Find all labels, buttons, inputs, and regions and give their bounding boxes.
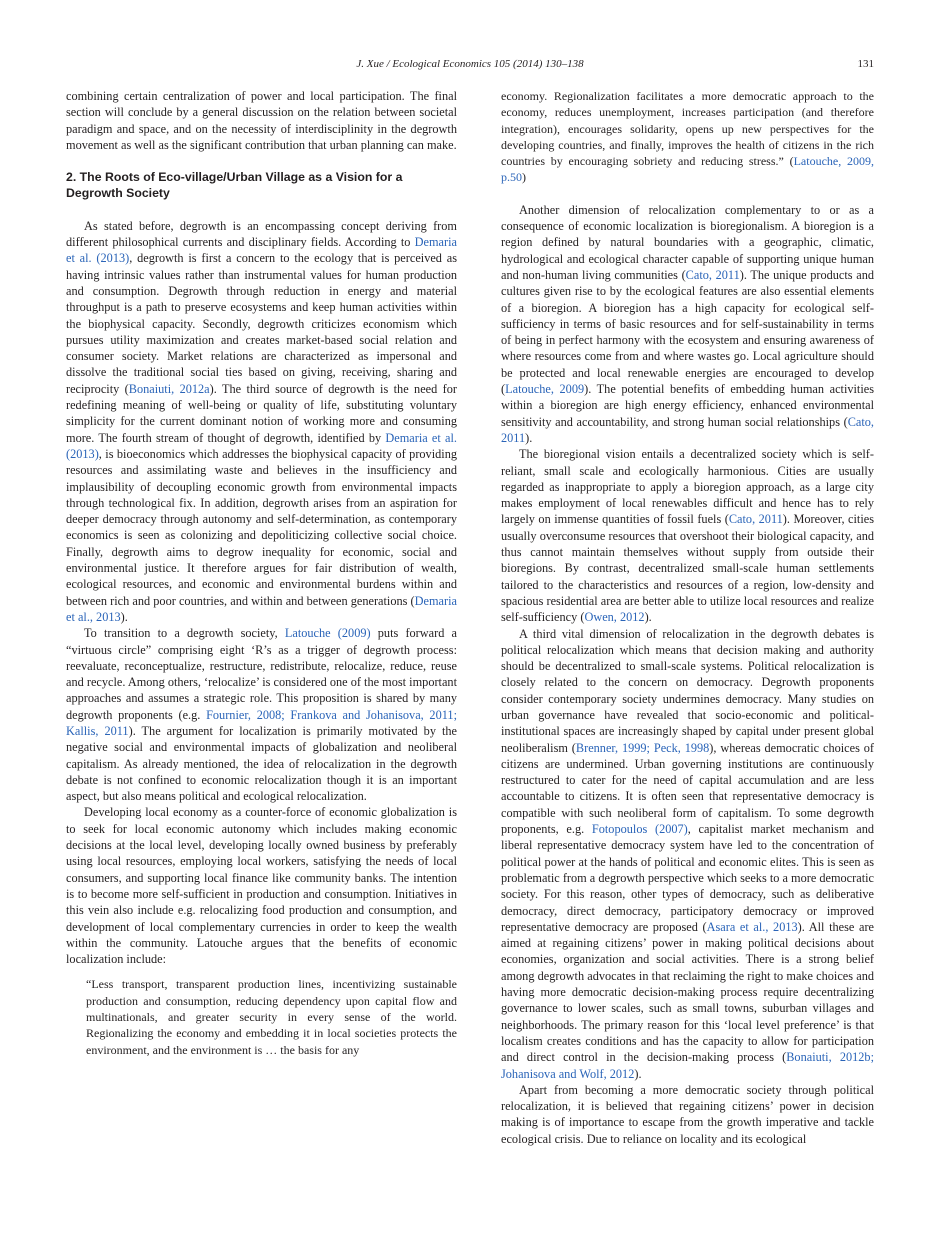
paragraph-political-relocalization: A third vital dimension of relocalization in the degrowth debates is political relocalization which means that decision making and authority should be decentralized to small-scale systems. Political relocalization is closely related to the concern on democracy. Degrowth proponents consider contemporary society undermines democracy. Many studies on urban governance have revealed that socio-economic and political-institutional spaces are increasingly shaped by capital under present global neoliberalism (Brenner, 1999; Peck, 1998), whereas democratic choices of citizens are undermined. Urban governing institutions are continuously restructured to cater for the need of capital accumulation and are less accountable to citizens. It is often seen that representative democracy is compatible with such neoliberal form of capitalism. To some degrowth proponents, e.g. Fotopoulos (2007), capitalist market mechanism and liberal representative democracy system have led to the concentration of political power at the hands of political and economic elites. This is seen as problematic from a degrowth perspective which seeks to a more democratic society. For this reason, other types of democracy, such as deliberative democracy, direct democracy, participatory democracy or improved representative democracy are proposed (Asara et al., 2013). All these are aimed at regaining citizens’ power in making political decisions about economies, organization and social activities. There is a strong belief among degrowth advocates in that reclaiming the right to make choices and having more democratic decision-making process require decentralizing governance to lower scales, such as small towns, suburban villages and neighborhoods. The primary reason for this ‘local level preference’ is that localism creates conditions and has the capacity to allow for participation and direct control in the decision-making process (Bonaiuti, 2012b; Johanisova and Wolf, 2012). [501,626,874,1081]
citation-link[interactable]: Brenner, 1999; Peck, 1998 [575,740,710,755]
citation-link[interactable]: Cato, 2011 [728,512,783,527]
citation-link[interactable]: Cato, 2011 [685,267,740,282]
paragraph-bioregionalism: Another dimension of relocalization complementary to or as a consequence of economic localization is bioregionalism. A bioregion is a region defined by natural boundaries with a geographic, climatic, hydrological and ecological character capable of supporting unique human and non-human living communities (Cato, 2011). The unique products and cultures given rise to by the ecological features are also essential elements of a bioregion. A bioregion has a high capacity for ecological self-sufficiency in terms of basic resources and for self-sustainability in terms of being in perfect harmony with the ecosystem and ensuring awareness of where resources come from and where wastes go. Local agriculture should be protected and local renewable energies are encouraged to develop (Latouche, 2009). The potential benefits of embedding human activities within a bioregion are high energy efficiency, enhanced environmental sensitivity and accountability, and strong human social relationships (Cato, 2011). [501,202,874,445]
block-quote-continued: economy. Regionalization facilitates a more democratic approach to the economy, reduces unemployment, increases participation (and therefore integration), encourages solidarity, opens up new perspectives for the developing countries, and finally, improves the health of citizens in the rich countries by encouraging sobriety and reducing stress.” (Latouche, 2009, p.50) [501,89,874,185]
journal-citation: J. Xue / Ecological Economics 105 (2014) 130–138 [356,58,584,70]
paragraph-bioregional-vision: The bioregional vision entails a decentralized society which is self-reliant, small scale and ecologically harmonious. Cities are usually regarded as inappropriate to apply a bioregion approach, as a large city makes employment of local renewables difficult and hence has to rely largely on immense quantities of fossil fuels (Cato, 2011). Moreover, cities usually overconsume resources that overshoot their biological capacity, and thus cannot maintain themselves without supply from outside their bioregions. By contrast, decentralized small-scale human settlements tailored to the characteristics and resources of a region, low-density and spacious residential area are better able to utilize local resources and realize self-sufficiency (Owen, 2012). [501,447,874,625]
paragraph-roots-of-degrowth: As stated before, degrowth is an encompassing concept deriving from different philosophical currents and disciplinary fields. According to Demaria et al. (2013), degrowth is first a concern to the ecology that is perceived as having intrinsic values rather than instrumental values for human production and consumption. Degrowth through reduction in energy and material throughput is a path to preserve ecosystems and keep human activities within the biophysical capacity. Secondly, degrowth criticizes economism which pursues utility maximization and creates market-based social relation and consumer society. Market relations are characterized as impersonal and dissolve the traditional social ties based on giving, receiving, sharing and reciprocity (Bonaiuti, 2012a). The third source of degrowth is the need for redefining meaning of well-being or quality of life, substituting voluntary simplicity for the current dominant notion of working more and consuming more. The fourth stream of thought of degrowth, identified by Demaria et al. (2013), is bioeconomics which addresses the biophysical capacity of providing resources and assimilating waste and believes in the insufficiency and implausibility of decoupling economic growth from environmental impacts through technological fix. In addition, degrowth arises from an aspiration for deeper democracy through autonomy and self-determination, as contemporary economics is seen as colonizing and depoliticizing collective social choice. Finally, degrowth aims to degrow inequality for economic, social and environmental justice. It therefore argues for fair distribution of wealth, ecological resources, and economic and environmental burdens within and between rich and poor countries, and within and between generations (Demaria et al., 2013). [66,218,457,624]
citation-link[interactable]: Demaria et al. (2013) [66,235,457,266]
right-column [501,88,874,1147]
left-column [66,88,457,1058]
paragraph-virtuous-circle: To transition to a degrowth society, Latouche (2009) puts forward a “virtuous circle” comprising eight ‘R’s as a trigger of degrowth process: reevaluate, reconceptualize, restructure, redistribute, relocalize, reduce, reuse and recycle. Among others, ‘relocalize’ is considered one of the most important approaches and assumes a strategic role. This proposition is shared by many degrowth proponents (e.g. Fournier, 2008; Frankova and Johanisova, 2011; Kallis, 2011). The argument for localization is primarily motivated by the negative social and environmental impacts of globalization and neoliberal capitalism. As already mentioned, the idea of relocalization in the degrowth debate is not confined to economic relocalization though it is an important aspect, but also means political and ecological relocalization. [66,626,457,804]
citation-link[interactable]: Owen, 2012 [584,610,645,625]
page-number: 131 [857,58,874,70]
citation-link[interactable]: Cato, 2011 [501,414,874,445]
citation-link[interactable]: Bonaiuti, 2012b; Johanisova and Wolf, 2012 [501,1050,874,1081]
citation-link[interactable]: Asara et al., 2013 [706,919,798,934]
citation-link[interactable]: Demaria et al., 2013 [66,593,457,624]
citation-link[interactable]: Latouche (2009) [284,626,371,641]
paragraph-local-economy: Developing local economy as a counter-force of economic globalization is to seek for local economic autonomy which includes making economic decisions at the local level, developing locally owned business by preferably using local resources, employing local workers, satisfying the needs of local consumers, and supporting local finance like community banks. The intention is to become more self-sufficient in production and consumption. Initiatives in this vein also include e.g. relocalizing food production and consumption, and development of local complementary currencies in order to keep the wealth within the community. Latouche argues that the benefits of economic localization include: [66,805,457,967]
paragraph-democratic-society: Apart from becoming a more democratic society through political relocalization, it is believed that regaining citizens’ power in decision making is of importance to escape from the growth imperative and tackle ecological crisis. Due to reliance on locality and its ecological [501,1082,874,1146]
citation-link[interactable]: Fournier, 2008; Frankova and Johanisova, 2011; Kallis, 2011 [66,707,457,738]
citation-link[interactable]: Latouche, 2009, p.50 [501,154,874,185]
block-quote: “Less transport, transparent production lines, incentivizing sustainable production and consumption, reducing dependency upon capital flow and multinationals, and greater security in every sense of the world. Regionalizing the economy and embedding it in local societies protects the environment, and the environment is … the basis for any [86,977,457,1057]
section-heading: 2. The Roots of Eco-village/Urban Village as a Vision for a Degrowth Society [66,170,403,201]
citation-link[interactable]: Demaria et al. (2013) [66,430,457,461]
citation-link[interactable]: Fotopoulos (2007) [591,822,688,837]
citation-link[interactable]: Latouche, 2009 [505,382,585,397]
running-header [66,58,874,74]
citation-link[interactable]: Bonaiuti, 2012a [128,381,210,396]
intro-paragraph-end: combining certain centralization of power and local participation. The final section will conclude by a general discussion on the relation between societal paradigm and space, and on the necessity of interdisciplinity in the degrowth movement as well as the significant contribution that urban planning can make. [66,89,457,152]
